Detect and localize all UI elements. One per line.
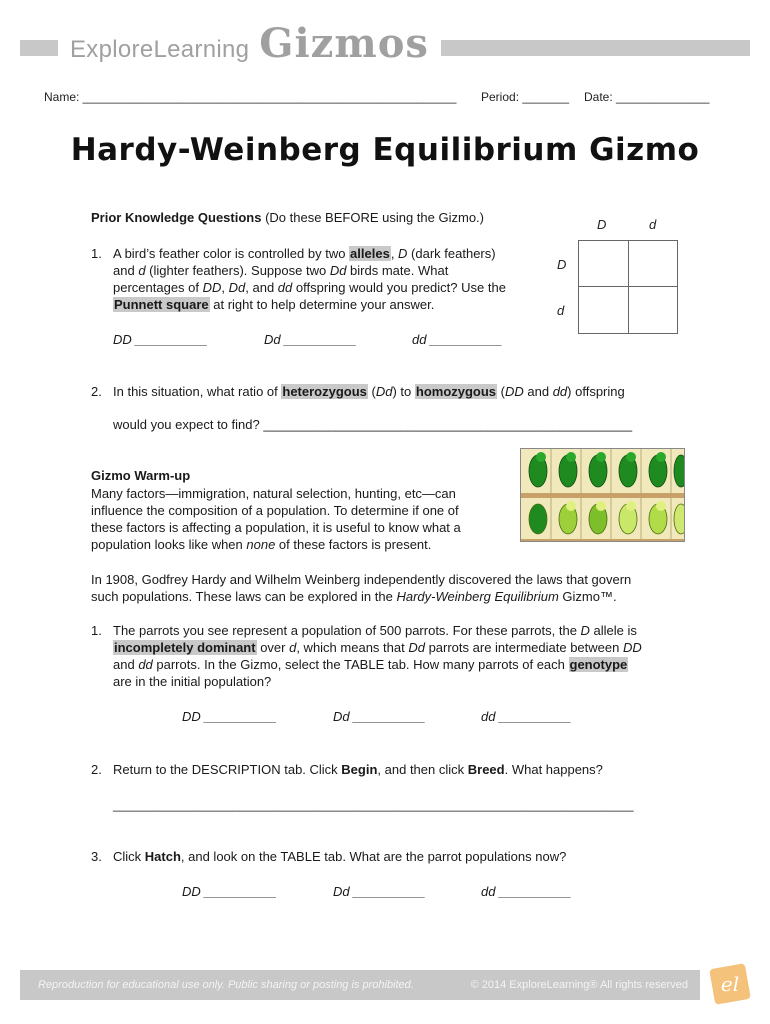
- warmup-text: influence the composition of a population. To determine if one of: [91, 503, 459, 518]
- question-number: 2.: [91, 384, 102, 399]
- question-text: incompletely dominant over d, which means that Dd parrots are intermediate between DD: [114, 640, 642, 655]
- warmup-text: population looks like when none of these factors is present.: [91, 537, 432, 552]
- what-happens-answer-line[interactable]: ______________________________________________________________________________: [113, 798, 634, 812]
- footer-copyright: © 2014 ExploreLearning® All rights reserved: [470, 979, 688, 991]
- question-text: The parrots you see represent a population of 500 parrots. For these parrots, the D allele is: [113, 623, 637, 638]
- answer-dd-homozygous-recessive[interactable]: dd __________: [481, 884, 572, 899]
- answer-dd-heterozygous[interactable]: Dd __________: [333, 709, 426, 724]
- period-field[interactable]: Period: _______: [481, 90, 570, 104]
- warmup-text: these factors is affecting a population, it is useful to know what a: [91, 520, 461, 535]
- question-text: In this situation, what ratio of heterozygous (Dd) to homozygous (DD and dd) offspring: [113, 384, 625, 399]
- footer-bar: [20, 970, 700, 1000]
- answer-dd-homozygous-dominant[interactable]: DD __________: [113, 332, 208, 347]
- question-text: Return to the DESCRIPTION tab. Click Begin, and then click Breed. What happens?: [113, 762, 603, 777]
- history-text: such populations. These laws can be explored in the Hardy-Weinberg Equilibrium Gizmo™.: [91, 589, 617, 604]
- question-text: Punnett square at right to help determine your answer.: [114, 297, 435, 312]
- question-text: percentages of DD, Dd, and dd offspring would you predict? Use the: [113, 280, 506, 295]
- punnett-top-label: d: [649, 217, 657, 232]
- question-number: 1.: [91, 623, 102, 638]
- history-text: In 1908, Godfrey Hardy and Wilhelm Weinberg independently discovered the laws that govern: [91, 572, 632, 587]
- footer-notice: Reproduction for educational use only. Public sharing or posting is prohibited.: [38, 979, 414, 991]
- punnett-top-label: D: [597, 217, 607, 232]
- name-field[interactable]: Name: ________________________________________________________: [44, 90, 457, 104]
- answer-dd-homozygous-recessive[interactable]: dd __________: [481, 709, 572, 724]
- answer-dd-homozygous-dominant[interactable]: DD __________: [182, 884, 277, 899]
- punnett-side-label: D: [557, 257, 567, 272]
- punnett-side-label: d: [557, 303, 565, 318]
- date-field[interactable]: Date: ______________: [584, 90, 710, 104]
- ratio-answer-line[interactable]: would you expect to find? ___________________________________________________: [113, 417, 633, 432]
- explorelearning-badge-icon: [708, 962, 752, 1006]
- question-text: A bird’s feather color is controlled by two alleles, D (dark feathers): [113, 246, 496, 261]
- answer-dd-homozygous-recessive[interactable]: dd __________: [412, 332, 503, 347]
- parrot-population-image: [520, 448, 685, 542]
- question-number: 3.: [91, 849, 102, 864]
- warmup-text: Many factors—immigration, natural selection, hunting, etc—can: [91, 486, 456, 501]
- question-text: Click Hatch, and look on the TABLE tab. What are the parrot populations now?: [113, 849, 567, 864]
- answer-dd-homozygous-dominant[interactable]: DD __________: [182, 709, 277, 724]
- prior-knowledge-heading: Prior Knowledge Questions (Do these BEFORE using the Gizmo.): [91, 210, 484, 225]
- punnett-square[interactable]: [578, 240, 678, 334]
- question-text: are in the initial population?: [113, 674, 272, 689]
- explorelearning-gizmos-logo: ExploreLearning Gizmos: [58, 22, 441, 66]
- question-number: 2.: [91, 762, 102, 777]
- question-text: and dd parrots. In the Gizmo, select the TABLE tab. How many parrots of each genotype: [113, 657, 628, 672]
- badge-text: el: [720, 972, 740, 996]
- answer-dd-heterozygous[interactable]: Dd __________: [264, 332, 357, 347]
- question-text: and d (lighter feathers). Suppose two Dd birds mate. What: [113, 263, 449, 278]
- answer-dd-heterozygous[interactable]: Dd __________: [333, 884, 426, 899]
- warmup-heading: Gizmo Warm-up: [91, 468, 191, 483]
- question-number: 1.: [91, 246, 102, 261]
- page-title: Hardy-Weinberg Equilibrium Gizmo: [70, 132, 700, 168]
